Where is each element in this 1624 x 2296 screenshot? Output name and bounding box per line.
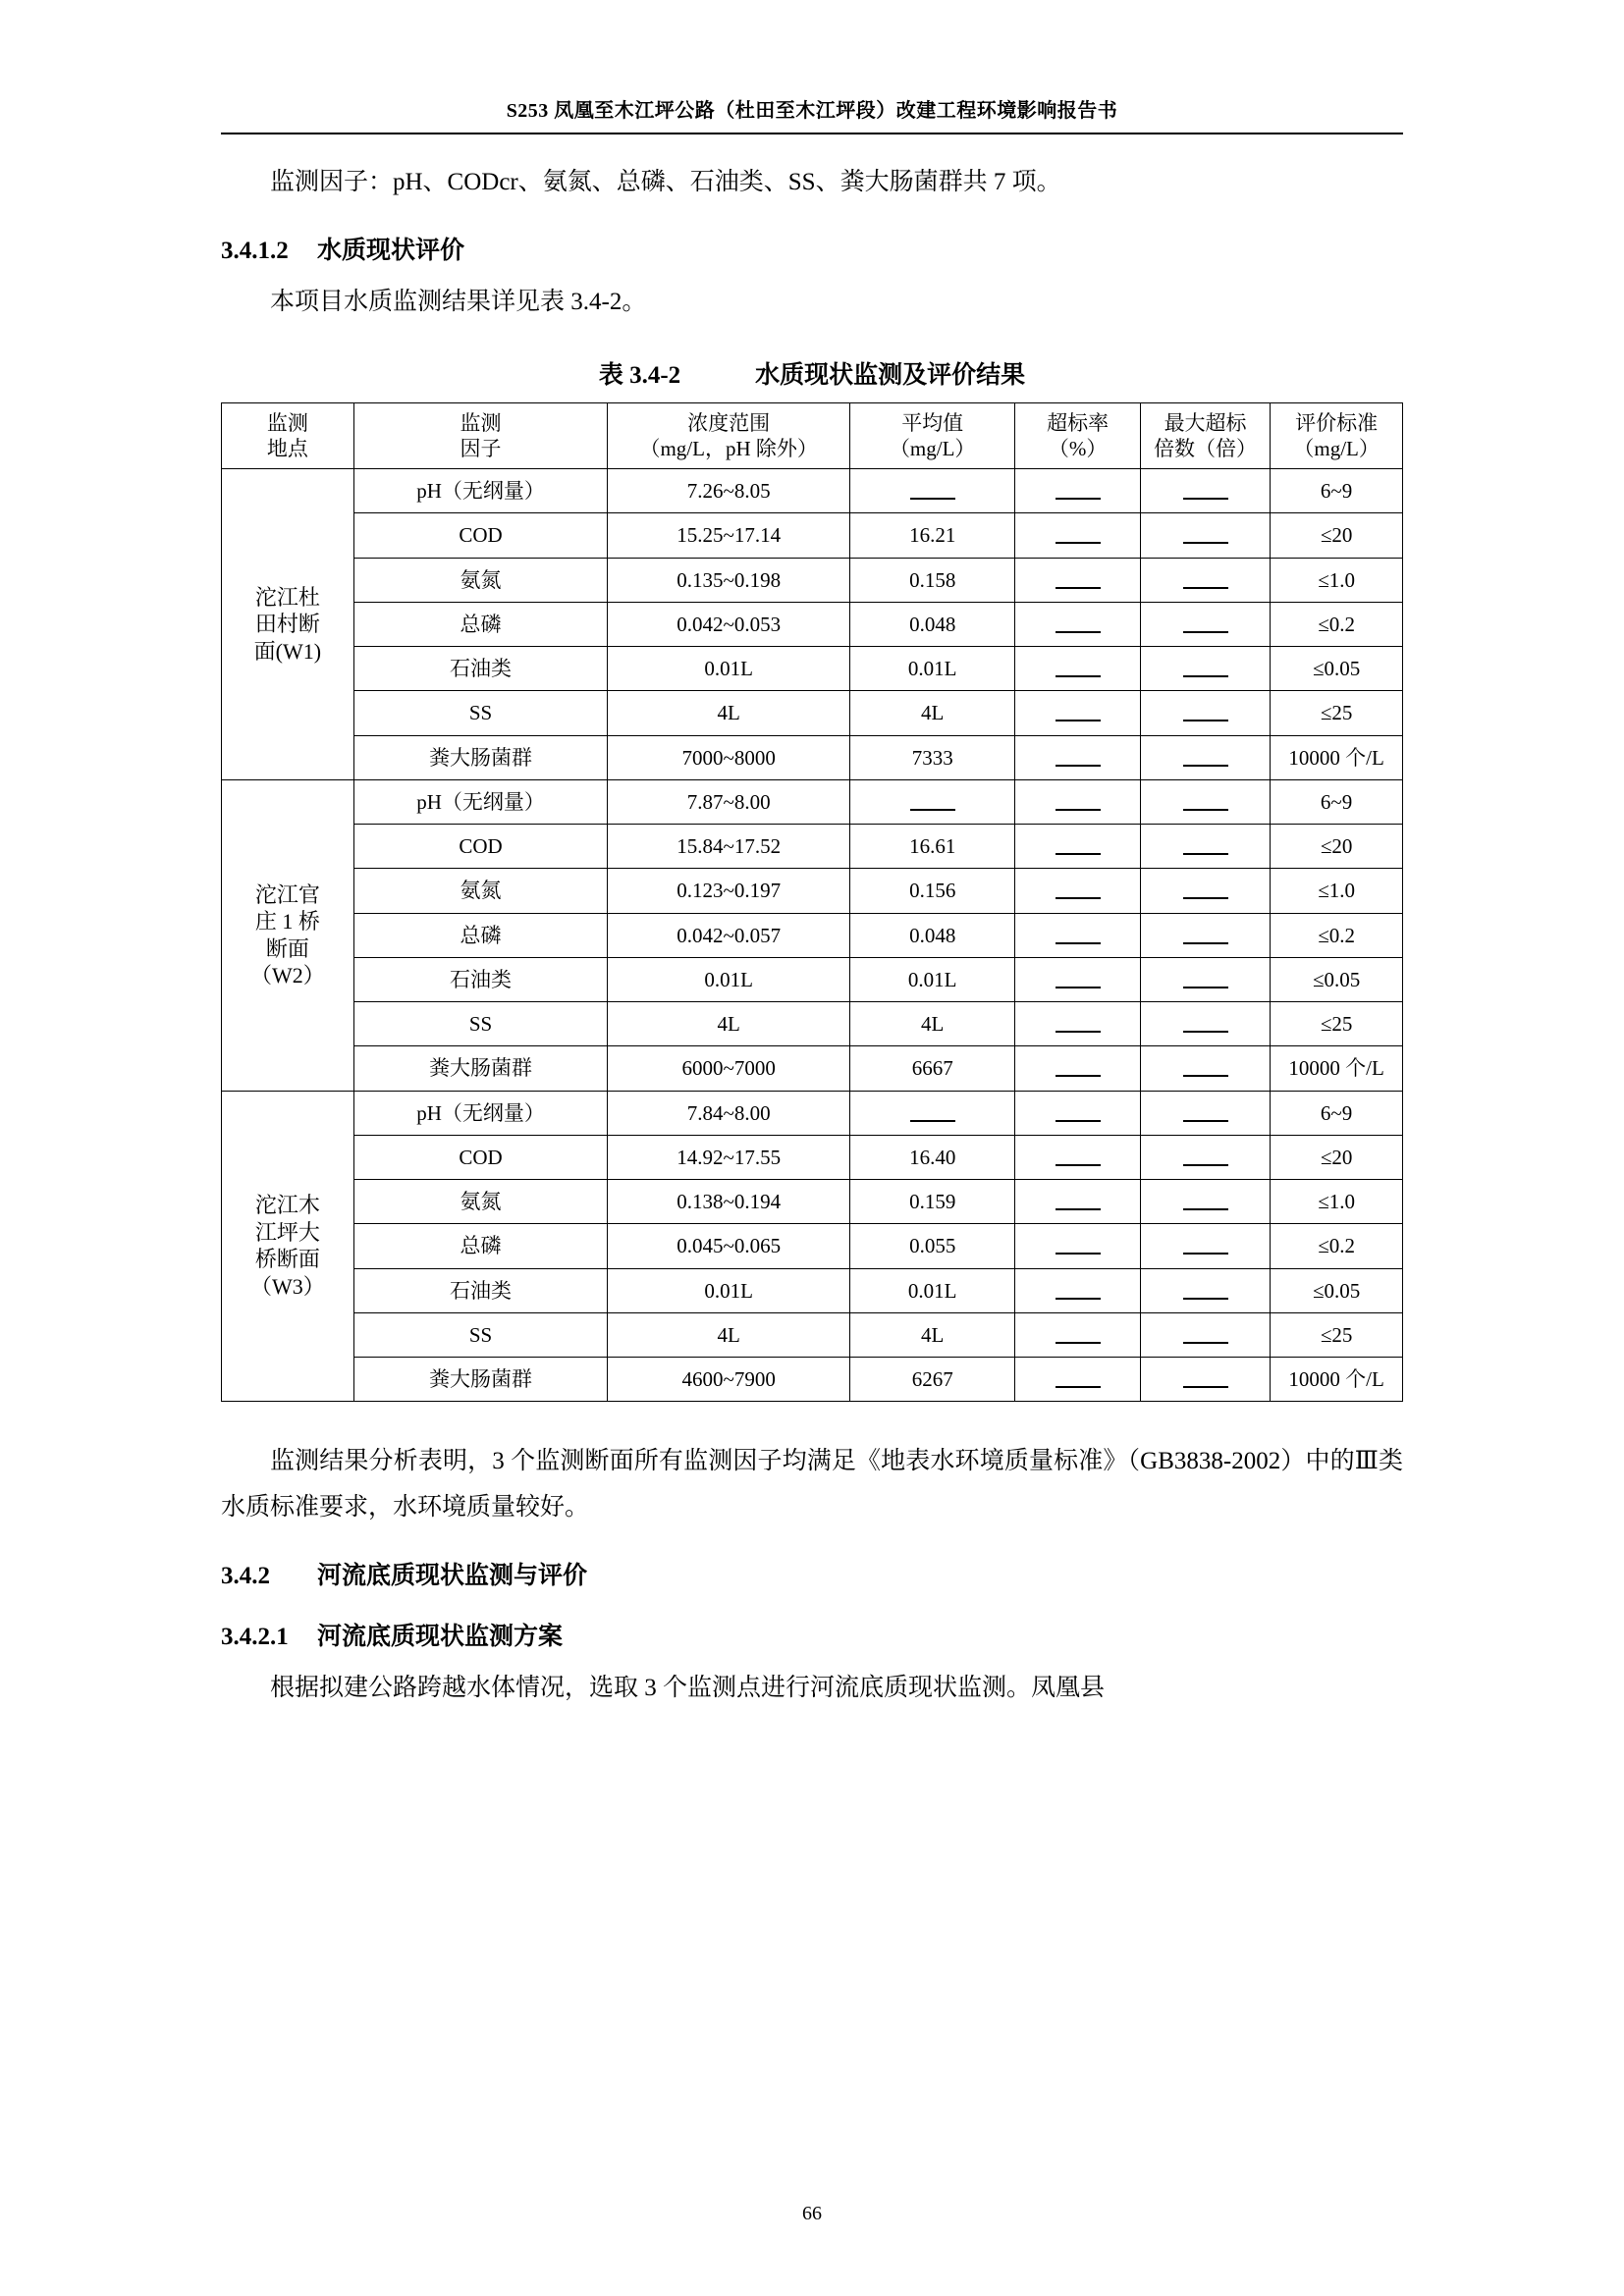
th-site: 监测 地点 — [222, 402, 354, 469]
cell-rate — [1015, 1312, 1141, 1357]
cell-max — [1140, 469, 1270, 513]
cell-standard: 10000 个/L — [1271, 1358, 1403, 1402]
cell-factor: 氨氮 — [353, 1180, 608, 1224]
cell-max — [1140, 691, 1270, 735]
cell-factor: 石油类 — [353, 1268, 608, 1312]
cell-rate — [1015, 1180, 1141, 1224]
table-caption — [221, 355, 1403, 391]
cell-average — [849, 469, 1014, 513]
th-factor: 监测 因子 — [353, 402, 608, 469]
cell-max — [1140, 1002, 1270, 1046]
cell-factor: 粪大肠菌群 — [353, 1358, 608, 1402]
running-header — [221, 0, 1403, 123]
cell-factor: 氨氮 — [353, 558, 608, 602]
cell-factor: 氨氮 — [353, 869, 608, 913]
cell-factor: 粪大肠菌群 — [353, 735, 608, 779]
cell-standard: ≤25 — [1271, 691, 1403, 735]
cell-rate — [1015, 913, 1141, 957]
cell-average: 0.159 — [849, 1180, 1014, 1224]
cell-average: 6667 — [849, 1046, 1014, 1091]
table-row — [222, 1268, 1403, 1312]
cell-factor: SS — [353, 1312, 608, 1357]
cell-max — [1140, 869, 1270, 913]
cell-average: 0.048 — [849, 602, 1014, 646]
cell-factor: 石油类 — [353, 647, 608, 691]
paragraph-monitoring-factors: 监测因子：pH、CODcr、氨氮、总磷、石油类、SS、粪大肠菌群共 7 项。 — [270, 169, 1061, 195]
table-header — [222, 402, 1403, 469]
cell-range: 7.26~8.05 — [608, 469, 850, 513]
cell-standard: ≤25 — [1271, 1002, 1403, 1046]
cell-standard: ≤25 — [1271, 1312, 1403, 1357]
table-row — [222, 602, 1403, 646]
cell-range: 4L — [608, 691, 850, 735]
site-cell-w2: 沱江官 庄 1 桥 断面 （W2） — [222, 779, 354, 1091]
cell-max — [1140, 825, 1270, 869]
cell-standard: 6~9 — [1271, 469, 1403, 513]
table-row — [222, 1002, 1403, 1046]
cell-range: 7.87~8.00 — [608, 779, 850, 824]
cell-rate — [1015, 1358, 1141, 1402]
cell-range: 4L — [608, 1002, 850, 1046]
cell-factor: 石油类 — [353, 957, 608, 1001]
cell-max — [1140, 1358, 1270, 1402]
table-row — [222, 691, 1403, 735]
heading-3-4-2 — [221, 1556, 1403, 1591]
cell-max — [1140, 1312, 1270, 1357]
cell-rate — [1015, 647, 1141, 691]
table-caption-number: 表 3.4-2 — [598, 361, 681, 389]
heading-3-4-1-2-text: 水质现状评价 — [317, 238, 465, 265]
cell-standard: 6~9 — [1271, 1091, 1403, 1135]
cell-standard: 10000 个/L — [1271, 1046, 1403, 1091]
cell-range: 7000~8000 — [608, 735, 850, 779]
cell-standard: ≤1.0 — [1271, 869, 1403, 913]
cell-rate — [1015, 691, 1141, 735]
table-row — [222, 469, 1403, 513]
heading-3-4-2-text: 河流底质现状监测与评价 — [317, 1562, 588, 1589]
cell-average: 4L — [849, 1002, 1014, 1046]
paragraph-analysis: 监测结果分析表明，3 个监测断面所有监测因子均满足《地表水环境质量标准》（GB3838-2002）中的Ⅲ类水质标准要求，水环境质量较好。 — [221, 1448, 1403, 1521]
table-row — [222, 1180, 1403, 1224]
cell-max — [1140, 1224, 1270, 1268]
cell-rate — [1015, 513, 1141, 558]
cell-factor: COD — [353, 1135, 608, 1179]
th-range: 浓度范围 （mg/L，pH 除外） — [608, 402, 850, 469]
cell-range: 6000~7000 — [608, 1046, 850, 1091]
cell-factor: SS — [353, 1002, 608, 1046]
running-header-text: S253 凤凰至木江坪公路（杜田至木江坪段）改建工程环境影响报告书 — [506, 100, 1118, 122]
heading-3-4-2-1-text: 河流底质现状监测方案 — [317, 1623, 564, 1650]
cell-max — [1140, 779, 1270, 824]
table-row — [222, 869, 1403, 913]
paragraph-sediment-plan: 根据拟建公路跨越水体情况，选取 3 个监测点进行河流底质现状监测。凤凰县 — [270, 1674, 1106, 1701]
cell-range: 0.01L — [608, 957, 850, 1001]
cell-standard: 10000 个/L — [1271, 735, 1403, 779]
cell-max — [1140, 602, 1270, 646]
table-header-row — [222, 402, 1403, 469]
cell-average: 0.055 — [849, 1224, 1014, 1268]
cell-range: 0.135~0.198 — [608, 558, 850, 602]
cell-rate — [1015, 825, 1141, 869]
cell-max — [1140, 1135, 1270, 1179]
cell-range: 0.045~0.065 — [608, 1224, 850, 1268]
cell-standard: ≤0.2 — [1271, 1224, 1403, 1268]
cell-factor: 总磷 — [353, 1224, 608, 1268]
cell-factor: COD — [353, 825, 608, 869]
cell-max — [1140, 513, 1270, 558]
cell-standard: 6~9 — [1271, 779, 1403, 824]
water-quality-table — [221, 402, 1403, 1403]
table-row — [222, 647, 1403, 691]
cell-factor: SS — [353, 691, 608, 735]
heading-3-4-2-1-number: 3.4.2.1 — [221, 1623, 289, 1650]
table-row — [222, 1312, 1403, 1357]
cell-factor: 总磷 — [353, 602, 608, 646]
table-row — [222, 779, 1403, 824]
cell-rate — [1015, 469, 1141, 513]
cell-range: 14.92~17.55 — [608, 1135, 850, 1179]
cell-average: 4L — [849, 1312, 1014, 1357]
cell-average: 4L — [849, 691, 1014, 735]
cell-range: 0.042~0.053 — [608, 602, 850, 646]
table-row — [222, 1224, 1403, 1268]
table-row — [222, 1358, 1403, 1402]
cell-range: 0.123~0.197 — [608, 869, 850, 913]
th-average: 平均值 （mg/L） — [849, 402, 1014, 469]
cell-rate — [1015, 957, 1141, 1001]
cell-factor: COD — [353, 513, 608, 558]
cell-average: 0.048 — [849, 913, 1014, 957]
cell-factor: pH（无纲量） — [353, 1091, 608, 1135]
heading-3-4-1-2-number: 3.4.1.2 — [221, 238, 289, 265]
table-row — [222, 825, 1403, 869]
cell-rate — [1015, 735, 1141, 779]
cell-standard: ≤0.2 — [1271, 602, 1403, 646]
cell-average — [849, 1091, 1014, 1135]
page-number: 66 — [802, 2203, 822, 2224]
table-body — [222, 469, 1403, 1402]
cell-max — [1140, 1180, 1270, 1224]
cell-range: 0.01L — [608, 1268, 850, 1312]
table-row — [222, 558, 1403, 602]
cell-rate — [1015, 1002, 1141, 1046]
cell-max — [1140, 1046, 1270, 1091]
cell-standard: ≤0.05 — [1271, 647, 1403, 691]
cell-standard: ≤0.05 — [1271, 1268, 1403, 1312]
site-cell-w1: 沱江杜 田村断 面(W1) — [222, 469, 354, 780]
cell-max — [1140, 957, 1270, 1001]
cell-rate — [1015, 1268, 1141, 1312]
cell-max — [1140, 735, 1270, 779]
cell-factor: pH（无纲量） — [353, 469, 608, 513]
cell-max — [1140, 1268, 1270, 1312]
heading-3-4-2-1 — [221, 1617, 1403, 1652]
cell-factor: 粪大肠菌群 — [353, 1046, 608, 1091]
cell-range: 15.84~17.52 — [608, 825, 850, 869]
cell-standard: ≤1.0 — [1271, 1180, 1403, 1224]
cell-max — [1140, 647, 1270, 691]
cell-rate — [1015, 1135, 1141, 1179]
cell-average: 0.01L — [849, 1268, 1014, 1312]
cell-rate — [1015, 1091, 1141, 1135]
cell-max — [1140, 913, 1270, 957]
th-max-exceed: 最大超标 倍数（倍） — [1140, 402, 1270, 469]
cell-standard: ≤20 — [1271, 825, 1403, 869]
cell-average — [849, 779, 1014, 824]
table-row — [222, 735, 1403, 779]
heading-3-4-1-2 — [221, 231, 1403, 266]
cell-rate — [1015, 779, 1141, 824]
cell-range: 7.84~8.00 — [608, 1091, 850, 1135]
cell-average: 16.40 — [849, 1135, 1014, 1179]
cell-rate — [1015, 1046, 1141, 1091]
table-row — [222, 513, 1403, 558]
table-row — [222, 1135, 1403, 1179]
cell-factor: pH（无纲量） — [353, 779, 608, 824]
cell-rate — [1015, 558, 1141, 602]
cell-factor: 总磷 — [353, 913, 608, 957]
cell-range: 4L — [608, 1312, 850, 1357]
table-row — [222, 957, 1403, 1001]
cell-range: 15.25~17.14 — [608, 513, 850, 558]
cell-rate — [1015, 1224, 1141, 1268]
paragraph-result-reference: 本项目水质监测结果详见表 3.4-2。 — [270, 289, 647, 316]
th-standard: 评价标准 （mg/L） — [1271, 402, 1403, 469]
table-row — [222, 913, 1403, 957]
table-row — [222, 1046, 1403, 1091]
cell-rate — [1015, 602, 1141, 646]
cell-range: 4600~7900 — [608, 1358, 850, 1402]
cell-average: 0.01L — [849, 647, 1014, 691]
site-cell-w3: 沱江木 江坪大 桥断面 （W3） — [222, 1091, 354, 1402]
cell-average: 16.21 — [849, 513, 1014, 558]
cell-range: 0.138~0.194 — [608, 1180, 850, 1224]
cell-standard: ≤0.2 — [1271, 913, 1403, 957]
heading-3-4-2-number: 3.4.2 — [221, 1562, 270, 1589]
cell-standard: ≤0.05 — [1271, 957, 1403, 1001]
cell-average: 0.01L — [849, 957, 1014, 1001]
cell-standard: ≤20 — [1271, 1135, 1403, 1179]
cell-average: 0.158 — [849, 558, 1014, 602]
cell-average: 16.61 — [849, 825, 1014, 869]
cell-range: 0.01L — [608, 647, 850, 691]
cell-max — [1140, 558, 1270, 602]
cell-rate — [1015, 869, 1141, 913]
cell-standard: ≤1.0 — [1271, 558, 1403, 602]
th-exceed-rate: 超标率 （%） — [1015, 402, 1141, 469]
cell-average: 7333 — [849, 735, 1014, 779]
table-caption-text: 水质现状监测及评价结果 — [755, 361, 1026, 389]
cell-max — [1140, 1091, 1270, 1135]
cell-range: 0.042~0.057 — [608, 913, 850, 957]
table-row — [222, 1091, 1403, 1135]
cell-average: 6267 — [849, 1358, 1014, 1402]
cell-average: 0.156 — [849, 869, 1014, 913]
cell-standard: ≤20 — [1271, 513, 1403, 558]
